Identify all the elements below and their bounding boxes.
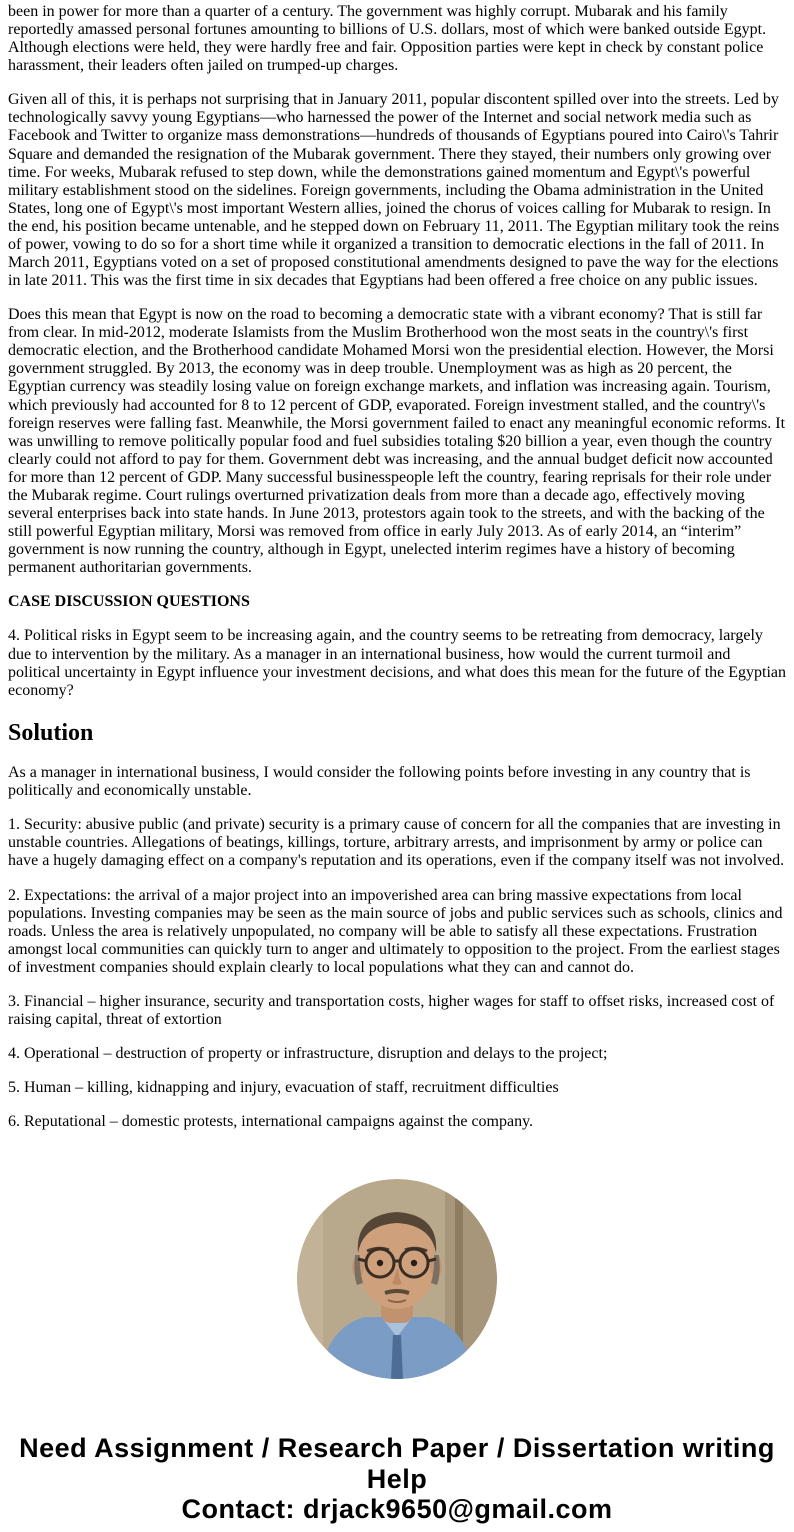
case-discussion-questions-heading: CASE DISCUSSION QUESTIONS [8,593,250,611]
solution-intro-paragraph: As a manager in international business, I would consider the following points before investing in any country that is politically and economically unstable. [8,764,751,800]
footer-cta [8,1433,786,1524]
paragraph-morsi-economy: Does this mean that Egypt is now on the road to becoming a democratic state with a vibrant economy? That is still far from clear. In mid-2012, moderate Islamists from the Muslim Brotherhood won the most seats in the country\'s first democratic election, and the Brotherhood candidate Mohamed Morsi won the presidential election. However, the Morsi government struggled. By 2013, the economy was in deep trouble. Unemployment was as high as 20 percent, the Egyptian currency was steadily losing value on foreign exchange markets, and inflation was increasing again. Tourism, which previously had accounted for 8 to 12 percent of GDP, evaporated. Foreign investment stalled, and the country\'s foreign reserves were falling fast. Meanwhile, the Morsi government failed to enact any meaningful economic reforms. It was unwilling to remove politically popular food and fuel subsidies totaling $20 billion a year, even though the country clearly could not afford to pay for them. Government debt was increasing, and the annual budget deficit now accounted for more than 12 percent of GDP. Many successful businesspeople left the country, fearing reprisals for their role under the Mubarak regime. Court rulings overturned privatization deals from more than a decade ago, effectively moving several enterprises back into state hands. In June 2013, protestors again took to the streets, and with the backing of the still powerful Egyptian military, Morsi was removed from office in early July 2013. As of early 2014, an “interim” government is now running the country, although in Egypt, unelected interim regimes have a history of becoming permanent authoritarian governments. [8,306,786,577]
solution-point-reputational: 6. Reputational – domestic protests, international campaigns against the company. [8,1113,534,1131]
question-paragraph: 4. Political risks in Egypt seem to be increasing again, and the country seems to be retreating from democracy, largely due to intervention by the military. As a manager in an international business, how would the current turmoil and political uncertainty in Egypt influence your investment decisions, and what does this mean for the future of the Egyptian economy? [8,627,787,699]
portrait-photo-graphic [297,1179,497,1379]
paragraph-mubarak-rule: been in power for more than a quarter of a century. The government was highly corrupt. Mubarak and his family reportedly amassed personal fortunes amounting to billions of U.S. dollars, most of which were banked outside Egypt. Although elections were held, they were hardly free and fair. Opposition parties were kept in check by constant police harassment, their leaders often jailed on trumped-up charges. [8,3,767,75]
solution-point-human: 5. Human – killing, kidnapping and injury, evacuation of staff, recruitment difficulties [8,1079,559,1097]
solution-point-financial: 3. Financial – higher insurance, security and transportation costs, higher wages for staff to offset risks, increased cost of raising capital, threat of extortion [8,992,775,1028]
footer-contact-email: Contact: drjack9650@gmail.com [181,1493,613,1524]
solution-point-expectations: 2. Expectations: the arrival of a major project into an impoverished area can bring massive expectations from local populations. Investing companies may be seen as the main source of jobs and public services such as schools, clinics and roads. Unless the area is relatively unpopulated, no company will be able to satisfy all these expectations. Frustration amongst local communities can quickly turn to anger and ultimately to opposition to the project. From the earliest stages of investment companies should explain clearly to local populations what they can and cannot do. [8,886,783,976]
solution-point-security: 1. Security: abusive public (and private) security is a primary cause of concern for all the companies that are investing in unstable countries. Allegations of beatings, killings, torture, arbitrary arrests, and imprisonment by army or police can have a hugely damaging effect on a company's reputation and its operations, even if the company itself was not involved. [8,816,785,870]
paragraph-2011-uprising: Given all of this, it is perhaps not surprising that in January 2011, popular discontent spilled over into the streets. Led by technologically savvy young Egyptians—who harnessed the power of the Internet and social network media such as Facebook and Twitter to organize mass demonstrations—hundreds of thousands of Egyptians poured into Cairo\'s Tahrir Square and demanded the resignation of the Mubarak government. There they stayed, their numbers only growing over time. For weeks, Mubarak refused to step down, while the demonstrations gained momentum and Egypt\'s powerful military establishment stood on the sidelines. Foreign governments, including the Obama administration in the United States, long one of Egypt\'s most important Western allies, joined the chorus of voices calling for Mubarak to resign. In the end, his position became untenable, and he stepped down on February 11, 2011. The Egyptian military took the reins of power, vowing to do so for a short time while it organized a transition to democratic elections in the fall of 2011. In March 2011, Egyptians voted on a set of proposed constitutional amendments designed to pave the way for the elections in late 2011. This was the first time in six decades that Egyptians had been offered a free choice on any public issues. [8,91,780,290]
portrait-photo [297,1179,497,1379]
document-page [8,3,786,1524]
solution-point-operational: 4. Operational – destruction of property or infrastructure, disruption and delays to the project; [8,1045,608,1063]
solution-heading: Solution [8,719,94,746]
footer-help-text: Need Assignment / Research Paper / Dissertation writing Help [19,1433,775,1494]
